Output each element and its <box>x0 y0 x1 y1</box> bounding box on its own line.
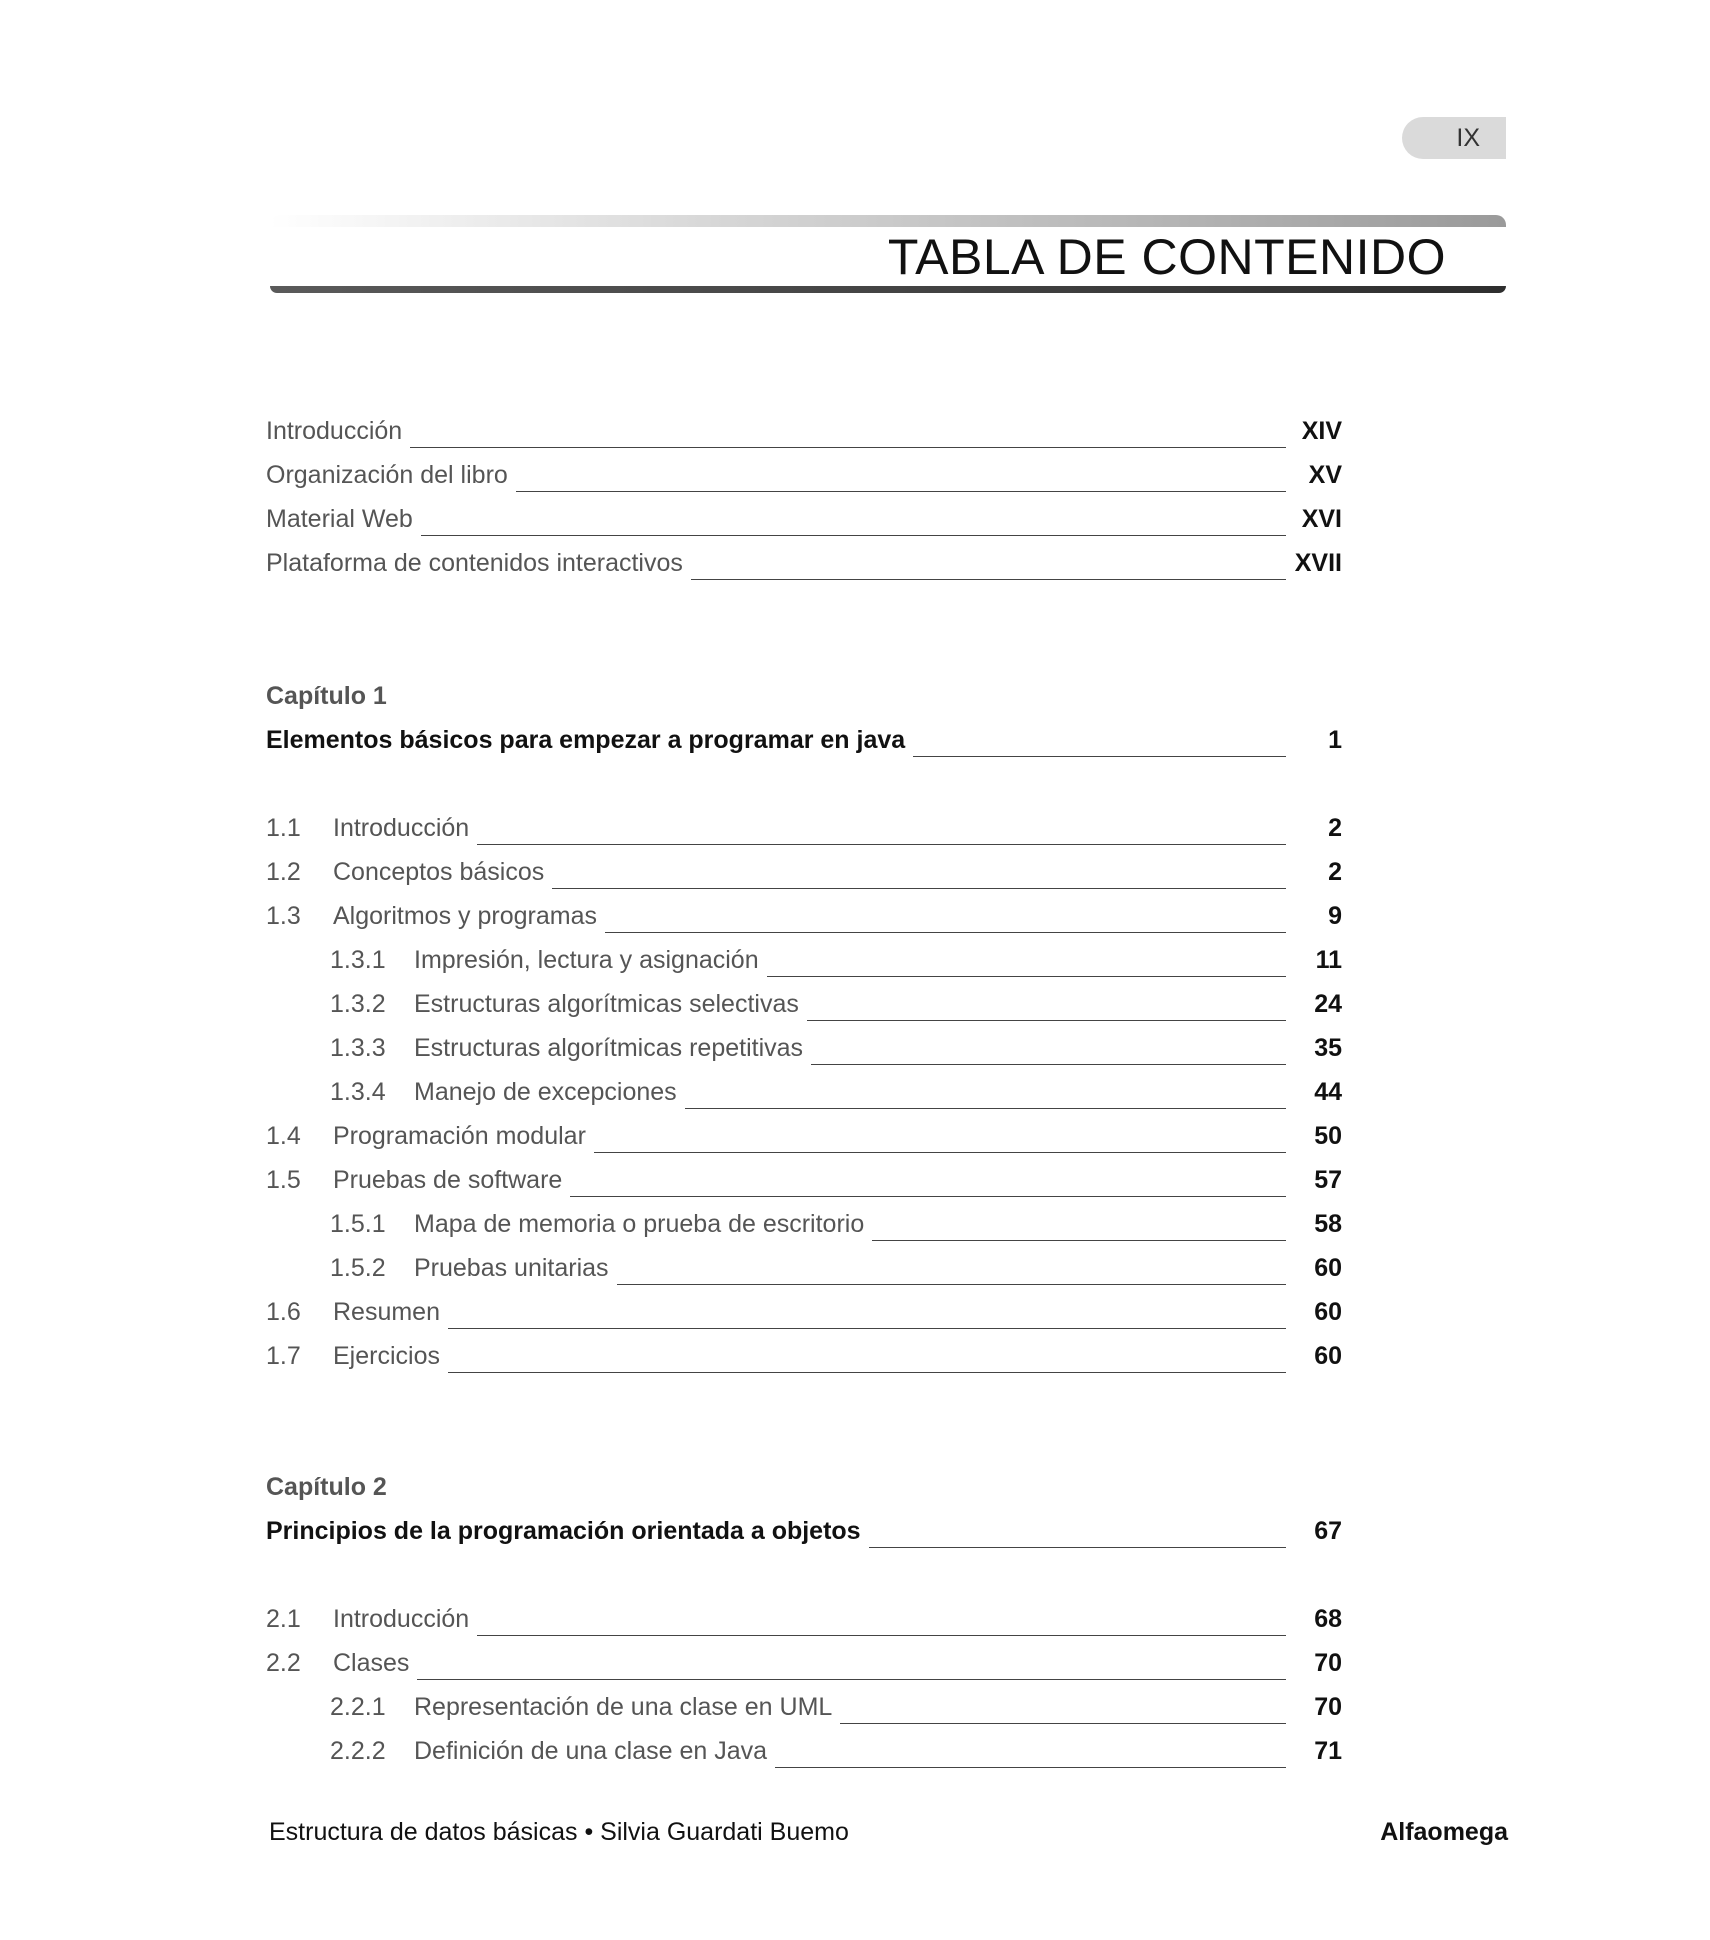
toc-entry-2-2[interactable] <box>266 1649 1342 1689</box>
toc-entry-page: 70 <box>1314 1649 1342 1677</box>
leader-line <box>477 1635 1286 1636</box>
leader-line <box>552 888 1286 889</box>
page-title: TABLA DE CONTENIDO <box>887 229 1446 285</box>
chapter-title: Principios de la programación orientada a objetos <box>266 1517 861 1545</box>
toc-entry-1-3[interactable] <box>266 902 1342 942</box>
section-number: 1.3.1 <box>330 946 386 974</box>
toc-entry-label: Estructuras algorítmicas selectivas <box>414 990 799 1018</box>
leader-line <box>594 1152 1286 1153</box>
leader-line <box>417 1679 1286 1680</box>
toc-entry-label: Introducción <box>333 1605 470 1633</box>
toc-entry-1-6[interactable] <box>266 1298 1342 1338</box>
toc-entry-plataforma[interactable] <box>266 549 1342 589</box>
leader-line <box>516 491 1286 492</box>
toc-entry-label: Estructuras algorítmicas repetitivas <box>414 1034 804 1062</box>
toc-entry-label: Manejo de excepciones <box>414 1078 677 1106</box>
leader-line <box>448 1372 1286 1373</box>
leader-line <box>775 1767 1286 1768</box>
toc-entry-page: 60 <box>1314 1254 1342 1282</box>
leader-line <box>807 1020 1286 1021</box>
chapter-2-title-entry[interactable] <box>266 1517 1342 1557</box>
chapter-title: Elementos básicos para empezar a programar en java <box>266 726 906 754</box>
leader-line <box>685 1108 1286 1109</box>
toc-entry-page: 68 <box>1314 1605 1342 1633</box>
toc-entry-label: Conceptos básicos <box>333 858 545 886</box>
section-number: 1.3.2 <box>330 990 386 1018</box>
section-number: 1.5.1 <box>330 1210 386 1238</box>
chapter-2-heading: Capítulo 2 <box>266 1473 387 1501</box>
toc-entry-page: 1 <box>1328 726 1342 754</box>
toc-entry-2-1[interactable] <box>266 1605 1342 1645</box>
toc-entry-page: 2 <box>1328 858 1342 886</box>
footer-publisher: Alfaomega <box>1380 1818 1508 1846</box>
toc-entry-1-3-1[interactable] <box>330 946 1342 986</box>
toc-entry-label: Impresión, lectura y asignación <box>414 946 759 974</box>
toc-entry-page: 9 <box>1328 902 1342 930</box>
section-number: 2.2 <box>266 1649 301 1677</box>
section-number: 1.1 <box>266 814 301 842</box>
chapter-1-heading: Capítulo 1 <box>266 682 387 710</box>
section-number: 1.2 <box>266 858 301 886</box>
toc-entry-1-2[interactable] <box>266 858 1342 898</box>
toc-entry-label: Ejercicios <box>333 1342 440 1370</box>
toc-entry-label: Algoritmos y programas <box>333 902 597 930</box>
toc-entry-label: Clases <box>333 1649 410 1677</box>
section-number: 2.2.2 <box>330 1737 386 1765</box>
toc-entry-page: 24 <box>1314 990 1342 1018</box>
toc-entry-material-web[interactable] <box>266 505 1342 545</box>
toc-entry-organizacion[interactable] <box>266 461 1342 501</box>
toc-entry-page: 60 <box>1314 1342 1342 1370</box>
leader-line <box>767 976 1286 977</box>
section-number: 1.5 <box>266 1166 301 1194</box>
toc-entry-page: 67 <box>1314 1517 1342 1545</box>
toc-entry-page: 71 <box>1314 1737 1342 1765</box>
leader-line <box>605 932 1286 933</box>
toc-entry-1-3-2[interactable] <box>330 990 1342 1030</box>
toc-entry-page: XVII <box>1294 549 1342 577</box>
toc-entry-1-4[interactable] <box>266 1122 1342 1162</box>
toc-entry-page: 57 <box>1314 1166 1342 1194</box>
toc-entry-page: XV <box>1308 461 1342 489</box>
toc-entry-1-5[interactable] <box>266 1166 1342 1206</box>
toc-entry-label: Introducción <box>266 417 403 445</box>
title-top-rule <box>270 215 1506 227</box>
toc-entry-label: Pruebas de software <box>333 1166 563 1194</box>
title-bottom-rule <box>270 286 1506 293</box>
toc-entry-label: Programación modular <box>333 1122 586 1150</box>
toc-entry-1-7[interactable] <box>266 1342 1342 1382</box>
toc-entry-label: Mapa de memoria o prueba de escritorio <box>414 1210 865 1238</box>
leader-line <box>477 844 1286 845</box>
toc-entry-page: 2 <box>1328 814 1342 842</box>
toc-entry-1-3-4[interactable] <box>330 1078 1342 1118</box>
toc-entry-label: Plataforma de contenidos interactivos <box>266 549 683 577</box>
leader-line <box>872 1240 1286 1241</box>
title-band <box>270 215 1506 293</box>
leader-line <box>617 1284 1286 1285</box>
section-number: 1.3.3 <box>330 1034 386 1062</box>
toc-entry-2-2-2[interactable] <box>330 1737 1342 1777</box>
toc-entry-page: XIV <box>1301 417 1342 445</box>
leader-line <box>691 579 1286 580</box>
section-number: 1.3.4 <box>330 1078 386 1106</box>
leader-line <box>448 1328 1286 1329</box>
toc-entry-introduccion[interactable] <box>266 417 1342 457</box>
section-number: 1.3 <box>266 902 301 930</box>
toc-entry-page: 70 <box>1314 1693 1342 1721</box>
toc-entry-1-5-2[interactable] <box>330 1254 1342 1294</box>
section-number: 2.1 <box>266 1605 301 1633</box>
toc-entry-page: 44 <box>1314 1078 1342 1106</box>
toc-entry-page: 60 <box>1314 1298 1342 1326</box>
toc-entry-1-3-3[interactable] <box>330 1034 1342 1074</box>
page-number-tab: IX <box>1402 117 1506 159</box>
leader-line <box>869 1547 1286 1548</box>
toc-entry-label: Material Web <box>266 505 413 533</box>
section-number: 1.7 <box>266 1342 301 1370</box>
leader-line <box>811 1064 1286 1065</box>
section-number: 2.2.1 <box>330 1693 386 1721</box>
leader-line <box>570 1196 1286 1197</box>
toc-entry-label: Organización del libro <box>266 461 508 489</box>
toc-entry-label: Introducción <box>333 814 470 842</box>
chapter-1-title-entry[interactable] <box>266 726 1342 766</box>
toc-entry-1-1[interactable] <box>266 814 1342 854</box>
toc-entry-label: Resumen <box>333 1298 440 1326</box>
section-number: 1.5.2 <box>330 1254 386 1282</box>
leader-line <box>840 1723 1286 1724</box>
section-number: 1.4 <box>266 1122 301 1150</box>
toc-entry-2-2-1[interactable] <box>330 1693 1342 1733</box>
toc-entry-page: XVI <box>1301 505 1342 533</box>
toc-entry-label: Pruebas unitarias <box>414 1254 609 1282</box>
leader-line <box>410 447 1286 448</box>
toc-entry-label: Definición de una clase en Java <box>414 1737 768 1765</box>
toc-entry-1-5-1[interactable] <box>330 1210 1342 1250</box>
toc-entry-page: 50 <box>1314 1122 1342 1150</box>
toc-entry-page: 11 <box>1315 946 1342 974</box>
section-number: 1.6 <box>266 1298 301 1326</box>
leader-line <box>421 535 1286 536</box>
leader-line <box>913 756 1286 757</box>
toc-entry-page: 58 <box>1314 1210 1342 1238</box>
footer-book-credit: Estructura de datos básicas • Silvia Guardati Buemo <box>269 1818 849 1846</box>
toc-entry-label: Representación de una clase en UML <box>414 1693 833 1721</box>
toc-entry-page: 35 <box>1314 1034 1342 1062</box>
